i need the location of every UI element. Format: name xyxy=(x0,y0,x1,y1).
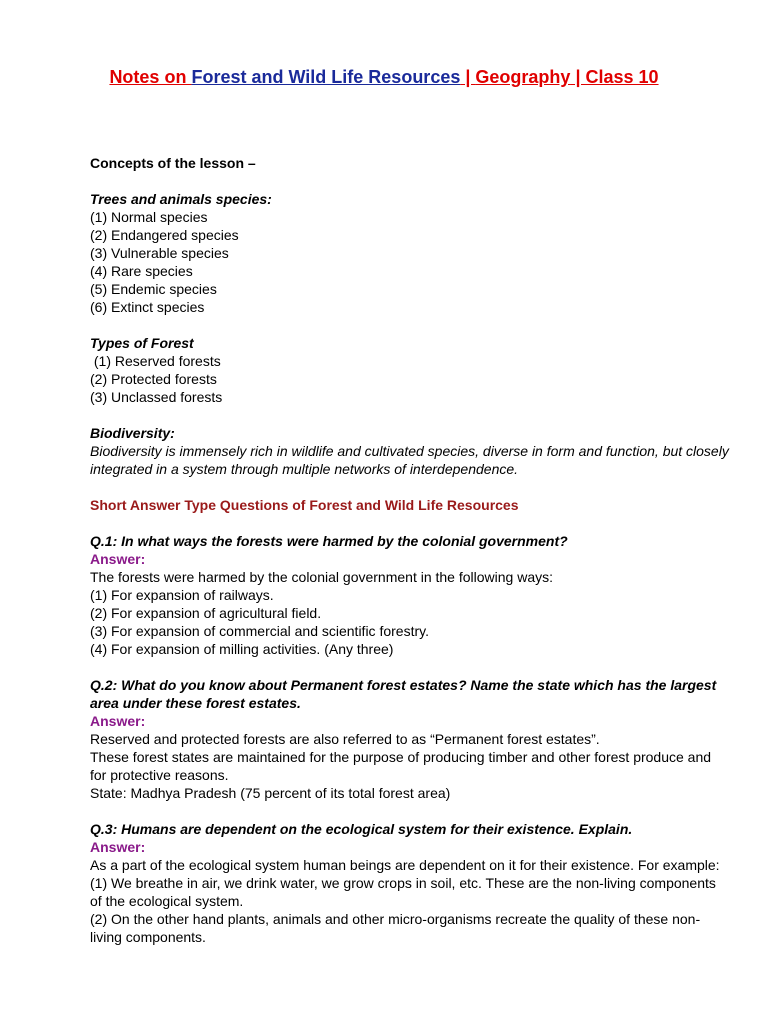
forest-types-heading: Types of Forest xyxy=(90,335,194,351)
document-body xyxy=(90,154,730,946)
answer-line: (3) For expansion of commercial and scientific forestry. xyxy=(90,623,429,639)
answer-line: These forest states are maintained for the purpose of producing timber and other forest produce and for protective reasons. xyxy=(90,749,712,783)
title-prefix: Notes on xyxy=(109,67,192,87)
answer-label: Answer: xyxy=(90,713,146,729)
forest-type-item: (1) Reserved forests xyxy=(90,353,221,369)
species-heading: Trees and animals species: xyxy=(90,191,272,207)
answer-line: (2) For expansion of agricultural field. xyxy=(90,605,322,621)
title-topic: Forest and Wild Life Resources xyxy=(191,67,461,87)
answer-line: (4) For expansion of milling activities. (Any three) xyxy=(90,641,394,657)
species-item: (1) Normal species xyxy=(90,209,208,225)
answer-line: The forests were harmed by the colonial government in the following ways: xyxy=(90,569,554,585)
answer-label: Answer: xyxy=(90,839,146,855)
species-item: (5) Endemic species xyxy=(90,281,217,297)
concepts-heading: Concepts of the lesson – xyxy=(90,155,256,171)
answer-line: State: Madhya Pradesh (75 percent of its total forest area) xyxy=(90,785,451,801)
title-subject: Geography xyxy=(475,67,571,87)
title-sep-1: | xyxy=(460,67,476,87)
page-title xyxy=(0,66,768,88)
answer-line: (2) On the other hand plants, animals and other micro-organisms recreate the quality of these non-living components. xyxy=(90,911,701,945)
species-item: (4) Rare species xyxy=(90,263,193,279)
answer-line: (1) We breathe in air, we drink water, we grow crops in soil, etc. These are the non-living components of the ecological system. xyxy=(90,875,716,909)
biodiversity-heading: Biodiversity: xyxy=(90,425,175,441)
forest-type-item: (2) Protected forests xyxy=(90,371,217,387)
answer-label: Answer: xyxy=(90,551,146,567)
species-item: (6) Extinct species xyxy=(90,299,205,315)
answer-line: Reserved and protected forests are also referred to as “Permanent forest estates”. xyxy=(90,731,600,747)
species-item: (3) Vulnerable species xyxy=(90,245,229,261)
title-sep-2: | xyxy=(570,67,586,87)
species-item: (2) Endangered species xyxy=(90,227,239,243)
short-answer-heading: Short Answer Type Questions of Forest and Wild Life Resources xyxy=(90,497,519,513)
biodiversity-text: Biodiversity is immensely rich in wildlife and cultivated species, diverse in form and function, but closely integrated in a system through multiple networks of interdependence. xyxy=(90,443,729,477)
answer-line: As a part of the ecological system human beings are dependent on it for their existence. For example: xyxy=(90,857,720,873)
question-2: Q.2: What do you know about Permanent forest estates? Name the state which has the largest area under these forest estates. xyxy=(90,677,717,711)
question-3: Q.3: Humans are dependent on the ecological system for their existence. Explain. xyxy=(90,821,633,837)
answer-line: (1) For expansion of railways. xyxy=(90,587,274,603)
title-class: Class 10 xyxy=(585,67,659,87)
question-1: Q.1: In what ways the forests were harmed by the colonial government? xyxy=(90,533,568,549)
forest-type-item: (3) Unclassed forests xyxy=(90,389,223,405)
